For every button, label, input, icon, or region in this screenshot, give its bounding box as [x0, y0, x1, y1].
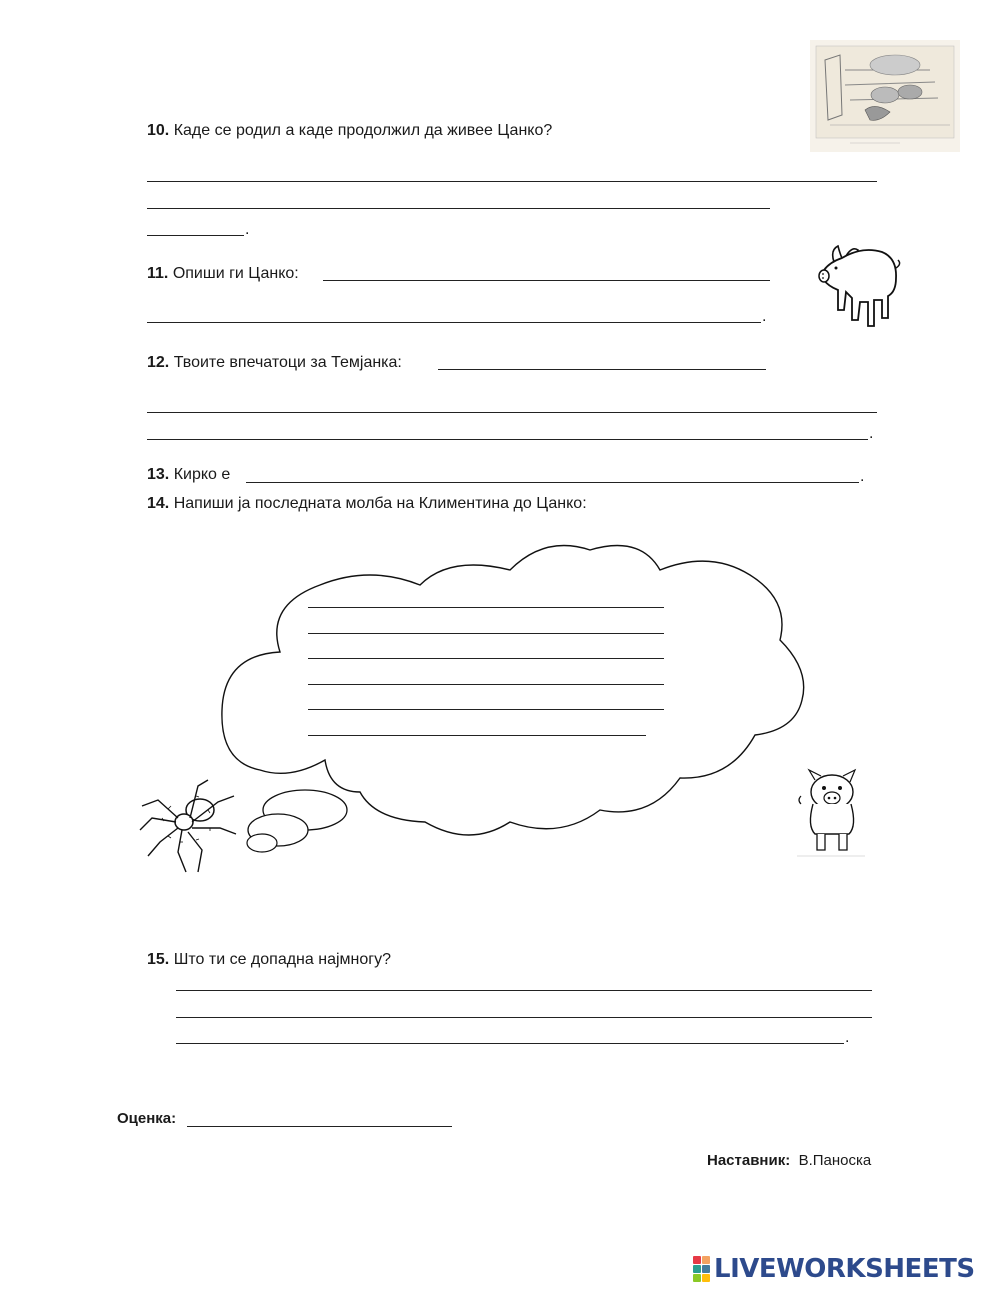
cartoon-pig-image [795, 766, 870, 860]
pig-outline-image [812, 240, 902, 332]
question-text: Кирко е [173, 466, 231, 483]
question-14 [147, 494, 587, 514]
liveworksheets-logo [693, 1252, 975, 1286]
question-13 [147, 465, 230, 485]
question-number: 10. [147, 122, 170, 139]
question-11 [147, 264, 299, 284]
question-15 [147, 950, 391, 970]
teacher-line [707, 1152, 871, 1169]
logo-squares-icon [693, 1256, 710, 1282]
answer-line[interactable] [147, 235, 244, 236]
cloud-answer-line[interactable] [308, 658, 664, 659]
answer-line[interactable] [176, 1043, 844, 1044]
teacher-label: Наставник: [707, 1152, 791, 1169]
cloud-answer-line[interactable] [308, 709, 664, 710]
answer-line[interactable] [147, 439, 868, 440]
question-text: Напиши ја последната молба на Климентина до Цанко: [173, 495, 587, 512]
grade-input-line[interactable] [187, 1126, 452, 1127]
cloud-answer-line[interactable] [308, 633, 664, 634]
grade-label: Оценка: [117, 1110, 177, 1127]
question-number: 12. [147, 354, 170, 371]
answer-line[interactable] [147, 322, 761, 323]
question-text: Што ти се допадна најмногу? [173, 951, 391, 968]
cloud-answer-line[interactable] [308, 607, 664, 608]
farm-sketch-image [810, 40, 960, 152]
period: . [245, 221, 250, 238]
question-text: Твоите впечатоци за Темјанка: [173, 354, 402, 371]
period: . [860, 468, 865, 485]
thought-cloud-image [210, 530, 810, 860]
logo-text: LIVEWORKSHEETS [714, 1254, 975, 1284]
answer-line[interactable] [147, 208, 770, 209]
period: . [845, 1029, 850, 1046]
question-12 [147, 353, 402, 373]
spider-image [138, 778, 238, 874]
answer-line[interactable] [438, 369, 766, 370]
answer-line[interactable] [323, 280, 770, 281]
answer-line[interactable] [147, 412, 877, 413]
answer-line[interactable] [176, 990, 872, 991]
answer-line[interactable] [147, 181, 877, 182]
question-10 [147, 121, 552, 141]
cloud-answer-line[interactable] [308, 684, 664, 685]
question-number: 13. [147, 466, 170, 483]
teacher-name: В.Паноска [798, 1152, 872, 1169]
answer-line[interactable] [246, 482, 859, 483]
question-text: Опиши ги Цанко: [172, 265, 299, 282]
period: . [869, 425, 874, 442]
question-number: 15. [147, 951, 170, 968]
question-number: 11. [147, 265, 169, 282]
question-text: Каде се родил а каде продолжил да живее Цанко? [173, 122, 553, 139]
period: . [762, 308, 767, 325]
question-number: 14. [147, 495, 170, 512]
answer-line[interactable] [176, 1017, 872, 1018]
cloud-answer-line[interactable] [308, 735, 646, 736]
